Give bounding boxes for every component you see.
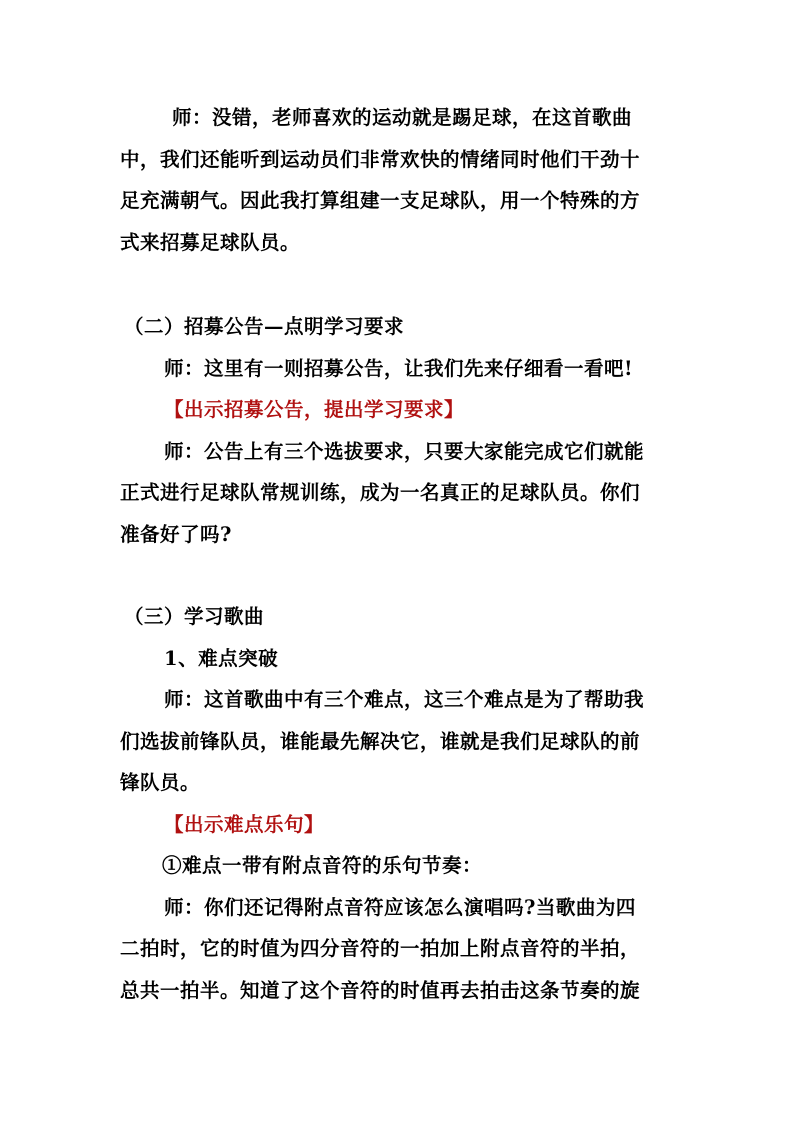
paragraph-4-line-3: 锋队员。 [120,771,201,794]
paragraph-5-line-2: 二拍时，它的时值为四分音符的一拍加上附点音符的半拍， [120,937,641,960]
paragraph-1-line-3: 足充满朝气。因此我打算组建一支足球队，用一个特殊的方 [120,189,641,212]
red-instruction-1: 【出示招募公告，提出学习要求】 [164,398,465,421]
paragraph-2-line-1: 师：这里有一则招募公告，让我们先来仔细看一看吧! [164,357,634,380]
section-heading-2: （二）招募公告—点明学习要求 [124,315,405,338]
paragraph-1-line-2: 中，我们还能听到运动员们非常欢快的情绪同时他们干劲十 [120,148,641,171]
paragraph-1-line-4: 式来招募足球队员。 [120,231,301,254]
paragraph-5-line-3: 总共一拍半。知道了这个音符的时值再去拍击这条节奏的旋 [120,979,641,1002]
paragraph-4-line-2: 们选拔前锋队员，谁能最先解决它，谁就是我们足球队的前 [120,730,641,753]
paragraph-3-line-3: 准备好了吗? [120,523,232,546]
subheading-2: ①难点一带有附点音符的乐句节奏： [162,854,483,877]
paragraph-1-line-1: 师：没错，老师喜欢的运动就是踢足球，在这首歌曲 [172,106,633,129]
paragraph-5-line-1: 师：你们还记得附点音符应该怎么演唱吗?当歌曲为四 [164,896,636,919]
subheading-1: 1、难点突破 [164,647,279,670]
red-instruction-2: 【出示难点乐句】 [164,813,325,836]
paragraph-3-line-1: 师：公告上有三个选拔要求，只要大家能完成它们就能 [164,440,645,463]
paragraph-4-line-1: 师：这首歌曲中有三个难点，这三个难点是为了帮助我 [164,688,645,711]
paragraph-3-line-2: 正式进行足球队常规训练，成为一名真正的足球队员。你们 [120,481,641,504]
section-heading-3: （三）学习歌曲 [124,605,265,628]
